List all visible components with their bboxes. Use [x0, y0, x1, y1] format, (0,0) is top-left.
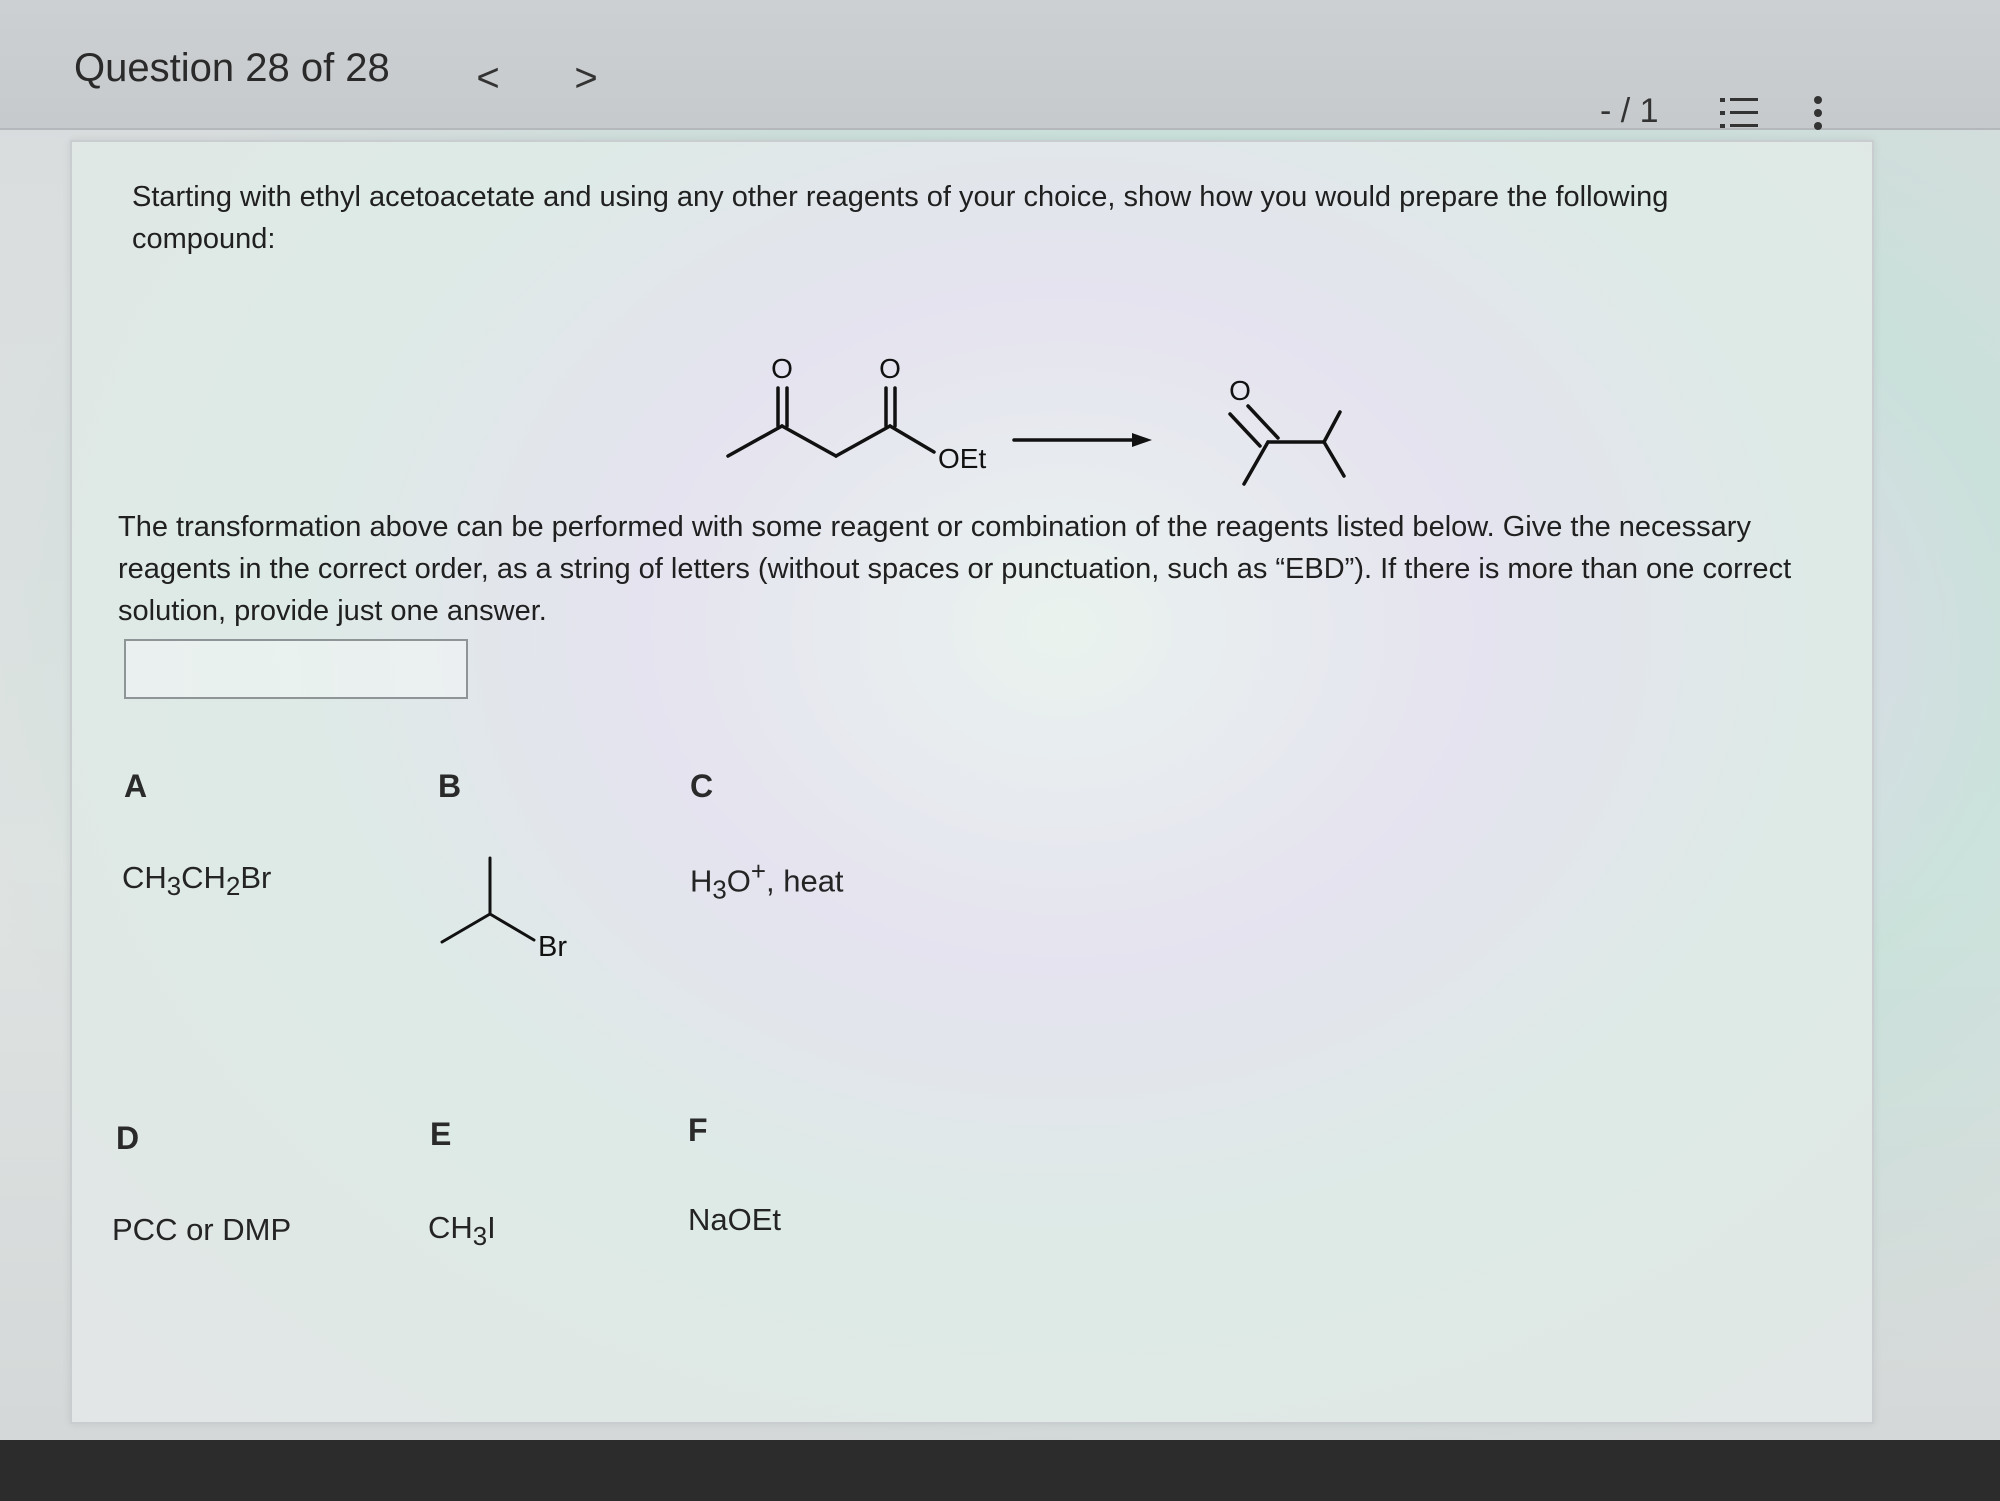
start-bond-4	[890, 426, 934, 452]
option-a-letter: A	[124, 768, 148, 804]
start-oxygen-2: O	[879, 353, 901, 384]
option-d-letter: D	[116, 1120, 140, 1156]
previous-question-button[interactable]	[468, 56, 508, 100]
monitor-bezel	[0, 1440, 2000, 1501]
option-e-letter: E	[430, 1116, 452, 1152]
reaction-scheme	[712, 292, 1352, 492]
option-b-letter: B	[438, 768, 462, 804]
start-bond-1	[728, 426, 782, 456]
start-bond-2	[782, 426, 836, 456]
question-list-button[interactable]	[1718, 92, 1760, 134]
next-question-button[interactable]	[566, 56, 606, 100]
option-f-reagent: NaOEt	[688, 1202, 782, 1237]
answer-input[interactable]	[124, 639, 468, 699]
more-options-button[interactable]	[1806, 92, 1848, 134]
option-d-reagent: PCC or DMP	[112, 1212, 292, 1247]
product-bond-6	[1324, 442, 1344, 476]
option-b-bromine-label: Br	[538, 931, 567, 960]
reaction-arrow-head	[1132, 433, 1152, 447]
option-a-reagent: $CH_3CH_2Br$	[122, 860, 272, 902]
score-display: - / 1	[1600, 92, 1659, 130]
question-title: Question 28 of 28	[74, 46, 390, 90]
product-bond-3	[1244, 442, 1268, 484]
option-f-letter: F	[688, 1112, 708, 1148]
option-c-letter: C	[690, 768, 714, 804]
vertical-ellipsis-icon	[1806, 92, 1830, 134]
start-ethoxy: OEt	[938, 443, 987, 474]
option-b-isopropyl-bromide-structure	[430, 850, 630, 960]
start-oxygen-1: O	[771, 353, 793, 384]
question-header	[0, 0, 2000, 130]
start-bond-3	[836, 426, 890, 456]
option-e-reagent: $CH_3I$	[428, 1210, 496, 1252]
chevron-left-icon: <	[476, 55, 500, 100]
product-bond-1	[1248, 406, 1278, 438]
product-bond-5	[1324, 412, 1340, 442]
numbered-list-icon	[1718, 92, 1760, 134]
option-c-reagent: $H_3O^+$, heat	[690, 858, 844, 905]
question-prompt: Starting with ethyl acetoacetate and using any other reagents of your choice, show how you would prepare the following compound:	[132, 181, 1669, 255]
question-card	[70, 140, 1874, 1424]
question-instructions: The transformation above can be performed with some reagent or combination of the reagents listed below. Give the necessary reagents in the correct order, as a string of letters (without spaces or punctuation, such as “EBD”). If there is more than one correct solution, provide just one answer.	[118, 511, 1792, 627]
chevron-right-icon: >	[574, 55, 598, 100]
product-oxygen: O	[1229, 375, 1251, 406]
product-bond-2	[1230, 414, 1260, 446]
